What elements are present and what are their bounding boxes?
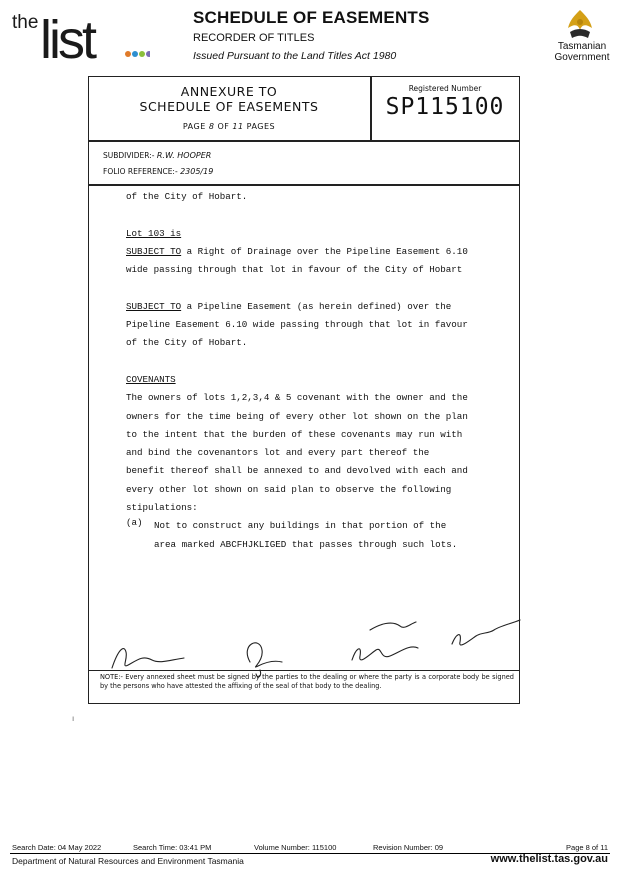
paragraph-drainage-line2: wide passing through that lot in favour of the City of Hobart bbox=[126, 264, 463, 276]
lot-heading: Lot 103 is bbox=[126, 227, 182, 239]
logo-the-text: the bbox=[12, 12, 39, 33]
covenant-line: owners for the time being of every other lot shown on the plan bbox=[126, 410, 468, 422]
subject-to-1: SUBJECT TO bbox=[126, 245, 182, 257]
note-divider bbox=[88, 670, 520, 671]
registered-number-label: Registered Number bbox=[408, 84, 482, 93]
logo-list-text: list bbox=[40, 10, 94, 62]
covenant-line: The owners of lots 1,2,3,4 & 5 covenant with the owner and the bbox=[126, 392, 468, 404]
paragraph-drainage-line1 bbox=[126, 243, 482, 261]
government-name bbox=[554, 41, 610, 63]
stipulation-item bbox=[126, 517, 482, 535]
subdivider-row bbox=[103, 151, 211, 160]
search-time: Search Time: 03:41 PM bbox=[133, 843, 212, 852]
paragraph-pipeline-line2: Pipeline Easement 6.10 wide passing through that lot in favour bbox=[126, 319, 468, 331]
act-reference: Issued Pursuant to the Land Titles Act 1980 bbox=[193, 50, 397, 62]
subdivider-label: SUBDIVIDER:- bbox=[103, 151, 155, 160]
folio-row bbox=[103, 167, 213, 176]
signature-3 bbox=[352, 622, 418, 660]
stipulation-line1: Not to construct any buildings in that portion of the bbox=[154, 520, 447, 532]
page-total: 11 bbox=[232, 122, 244, 131]
signatures bbox=[100, 600, 530, 680]
scan-mark: ı bbox=[72, 714, 75, 723]
annexure-title-line2: SCHEDULE OF EASEMENTS bbox=[139, 99, 319, 114]
folio-value: 2305/19 bbox=[180, 167, 214, 176]
paragraph-pipeline-rest: a Pipeline Easement (as herein defined) over the bbox=[181, 300, 452, 312]
paragraph-pipeline-line3: of the City of Hobart. bbox=[126, 337, 248, 349]
covenant-line: stipulations: bbox=[126, 502, 198, 514]
registered-number: SP115100 bbox=[385, 94, 505, 120]
government-name-line2: Government bbox=[554, 52, 610, 63]
paragraph-drainage-rest: a Right of Drainage over the Pipeline Easement 6.10 bbox=[181, 245, 468, 257]
stipulation-label: (a) bbox=[126, 517, 143, 529]
annexure-title-line1: ANNEXURE TO bbox=[180, 84, 278, 99]
stipulation-line2: area marked ABCFHJKLIGED that passes through such lots. bbox=[154, 538, 458, 550]
subject-to-2: SUBJECT TO bbox=[126, 300, 182, 312]
covenant-line: to the intent that the burden of these covenants may run with bbox=[126, 428, 463, 440]
department-name: Department of Natural Resources and Environment Tasmania bbox=[12, 856, 244, 866]
paragraph-pipeline-line1 bbox=[126, 298, 482, 316]
page-suffix: PAGES bbox=[246, 122, 276, 131]
signature-4 bbox=[452, 620, 520, 645]
page-of: OF bbox=[217, 122, 230, 131]
logo-dot-purple bbox=[146, 51, 150, 57]
logo-dot-blue bbox=[132, 51, 138, 57]
page-indicator: Page 8 of 11 bbox=[566, 843, 608, 852]
government-name-line1: Tasmanian bbox=[557, 41, 607, 52]
logo-dot-orange bbox=[125, 51, 131, 57]
search-date: Search Date: 04 May 2022 bbox=[12, 843, 102, 852]
covenant-line: benefit thereof shall be annexed to and devolved with each and bbox=[126, 465, 468, 477]
page-subtitle: RECORDER OF TITLES bbox=[193, 32, 315, 44]
easement-body bbox=[126, 188, 482, 554]
folio-label: FOLIO REFERENCE:- bbox=[103, 167, 178, 176]
logo-dot-green bbox=[139, 51, 145, 57]
thelist-logo bbox=[10, 6, 150, 62]
subdivider-value: R.W. HOOPER bbox=[156, 151, 212, 160]
annexure-page-line bbox=[88, 122, 370, 131]
page-number: 8 bbox=[208, 122, 215, 131]
signing-note: NOTE:- Every annexed sheet must be signed by the parties to the dealing or where the party is a corporate body be signed by the persons who have attested the affixing of the seal of that body to the dealing. bbox=[100, 673, 514, 690]
covenants-heading: COVENANTS bbox=[126, 373, 176, 385]
header-divider-horizontal bbox=[88, 140, 520, 142]
body-line-city: of the City of Hobart. bbox=[126, 191, 248, 202]
page-title: SCHEDULE OF EASEMENTS bbox=[193, 8, 430, 27]
signature-2 bbox=[247, 643, 282, 677]
tasmanian-crest-icon bbox=[560, 8, 600, 42]
covenant-line: every other lot shown on said plan to observe the following bbox=[126, 483, 452, 495]
page-prefix: PAGE bbox=[182, 122, 206, 131]
covenant-line: and bind the covenantors lot and every part thereof the bbox=[126, 447, 430, 459]
signature-1 bbox=[112, 649, 184, 668]
volume-number: Volume Number: 115100 bbox=[254, 843, 337, 852]
revision-number: Revision Number: 09 bbox=[373, 843, 444, 852]
parties-divider bbox=[88, 184, 520, 186]
website-link[interactable]: www.thelist.tas.gov.au bbox=[490, 853, 608, 865]
